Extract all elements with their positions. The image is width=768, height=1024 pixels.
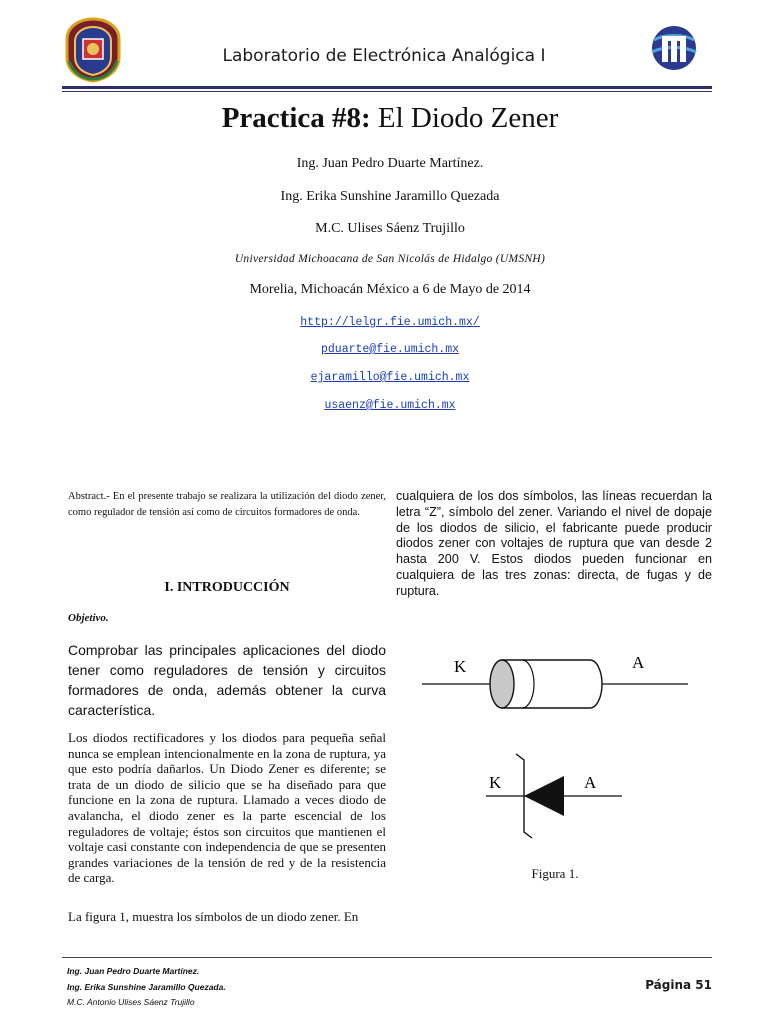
label-k-package: K [454,657,467,676]
section-heading: I. INTRODUCCIÓN [164,580,290,595]
paper-title-subject: El Diodo Zener [370,102,559,134]
footer-author-2: Ing. Erika Sunshine Jaramillo Quezada. [67,982,226,992]
author-2: Ing. Erika Sunshine Jaramillo Quezada [280,189,500,204]
author-3: M.C. Ulises Sáenz Trujillo [315,221,465,236]
email-row-2 [0,369,768,385]
email-row-3 [0,397,768,413]
label-k-symbol: K [489,773,502,792]
website-link[interactable]: http://lelgr.fie.umich.mx/ [300,316,480,329]
zener-diode-figure [400,640,720,880]
figure-caption: Figura 1. [531,866,579,881]
paper-title [0,102,768,135]
package-cathode-band [490,660,514,708]
abstract: Abstract.- En el presente trabajo se realizara la utilización del diodo zener, como regulador de tensión así como de circuitos formadores de onda. [68,491,386,518]
figure-intro-paragraph: La figura 1, muestra los símbolos de un diodo zener. En [68,909,359,924]
symbol-triangle [524,776,564,816]
page-number: Página 51 [645,978,712,992]
email-row-1 [0,341,768,357]
header-rule-thin [62,91,712,92]
place-date: Morelia, Michoacán México a 6 de Mayo de 2014 [249,282,531,297]
university: Universidad Michoacana de San Nicolás de Hidalgo (UMSNH) [234,253,546,265]
header-title: Laboratorio de Electrónica Analógica I [222,46,546,66]
label-a-package: A [632,653,645,672]
email-link-ejaramillo[interactable]: ejaramillo@fie.umich.mx [310,371,470,384]
website-link-row [0,314,768,330]
author-1: Ing. Juan Pedro Duarte Martínez. [296,156,484,171]
footer-author-1: Ing. Juan Pedro Duarte Martínez. [67,966,200,976]
email-link-pduarte[interactable]: pduarte@fie.umich.mx [320,343,460,356]
right-column-text: cualquiera de los dos símbolos, las líneas recuerdan la letra “Z”, símbolo del zener. Variando el nivel de dopaje de los diodos de silicio, el fabricante puede producir diodos zener con voltajes de ruptura que van desde 2 hasta 200 V. Estos diodos pueden funcionar en cualquiera de las tres zonas: directa, de fugas y de ruptura. [396,489,712,598]
footer-rule [62,957,712,958]
objective-text: Comprobar las principales aplicaciones del diodo tener como reguladores de tensión y circuitos formadores de onda, además obtener la curva característica. [68,642,386,718]
package-body [502,660,602,708]
paper-title-number: Practica #8: [221,102,371,134]
footer-author-3: M.C. Antonio Ulises Sáenz Trujillo [67,997,195,1007]
intro-paragraph: Los diodos rectificadores y los diodos para pequeña señal nunca se emplean intencionalmente en la zona de ruptura, ya que esto podría dañarlos. Un Diodo Zener es diferente; se trata de un diodo de silicio que se ha diseñado para que funcione en la zona de ruptura. Llamado a veces diodo de avalancha, el diodo zener es la parte escencial de los reguladores de voltaje; éstos son circuitos que mantienen el voltaje casi constante con independencia de que se presenten grandes variaciones de la tensión de red y de la resistencia de carga. [68,730,386,886]
header-rule [62,86,712,89]
label-a-symbol: A [584,773,597,792]
objective-label: Objetivo. [68,612,109,624]
email-link-usaenz[interactable]: usaenz@fie.umich.mx [324,399,456,412]
